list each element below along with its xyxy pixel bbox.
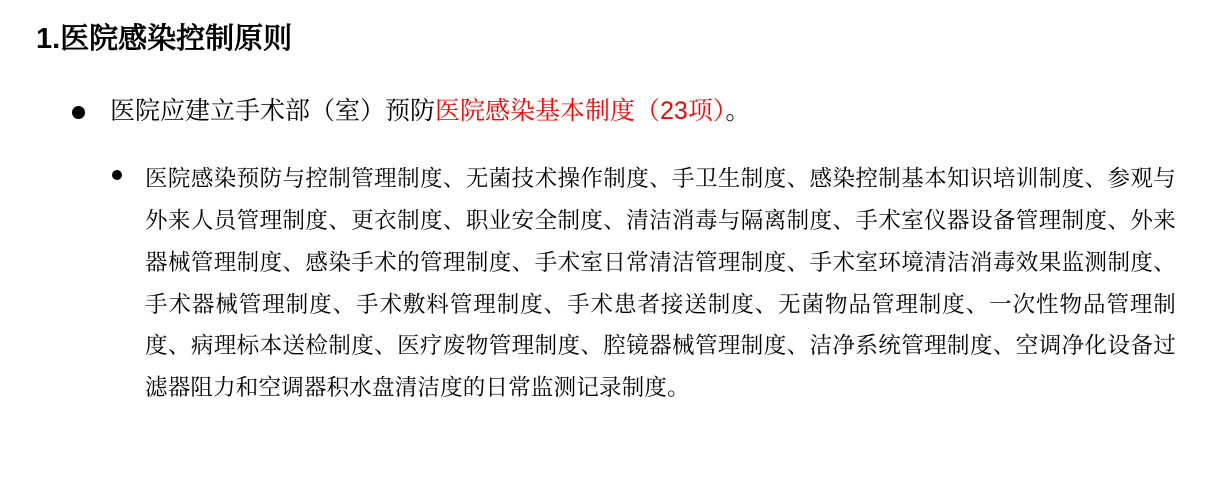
filled-circle-bullet-icon — [72, 106, 86, 119]
bullet-level1-highlight: 医院感染基本制度（23项） — [435, 97, 726, 125]
bullet-level1-text — [110, 96, 750, 127]
bullet-level1-text-before: 医院应建立手术部（室）预防 — [110, 97, 436, 125]
filled-circle-bullet-small-icon — [112, 167, 123, 185]
page-title: 1.医院感染控制原则 — [36, 23, 293, 55]
bullet-item-level1 — [72, 96, 750, 127]
bullet-level1-text-after: 。 — [725, 97, 751, 125]
bullet-item-level2 — [112, 158, 1176, 409]
bullet-level2-text: 医院感染预防与控制管理制度、无菌技术操作制度、手卫生制度、感染控制基本知识培训制度、参观与外来人员管理制度、更衣制度、职业安全制度、清洁消毒与隔离制度、手术室仪器设备管理制度、外来器械管理制度、感染手术的管理制度、手术室日常清洁管理制度、手术室环境清洁消毒效果监测制度、手术器械管理制度、手术敷料管理制度、手术患者接送制度、无菌物品管理制度、一次性物品管理制度、病理标本送检制度、医疗废物管理制度、腔镜器械管理制度、洁净系统管理制度、空调净化设备过滤器阻力和空调器积水盘清洁度的日常监测记录制度。 — [145, 166, 1176, 401]
